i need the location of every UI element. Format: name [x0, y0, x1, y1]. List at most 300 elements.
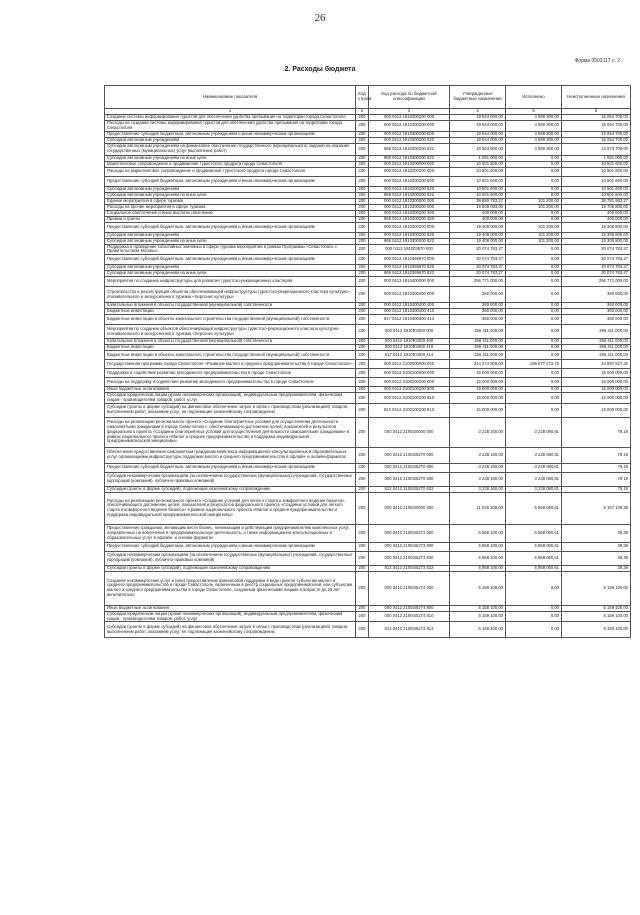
row-executed: 0,00: [506, 315, 562, 325]
row-name: Расходы на маркетинговое сопровождение и продвижение туристского продукта города Севастополя: [105, 167, 356, 176]
row-name: Предоставление субсидий бюджетным, автономным учреждениям и иным некоммерческим организациям: [105, 222, 356, 232]
row-class-code: 000 0412 1910200200 000: [369, 167, 450, 176]
row-name: Иные бюджетные ассигнования: [105, 605, 356, 611]
row-name: Иные бюджетные ассигнования: [105, 387, 356, 393]
row-line-code: 200: [356, 271, 369, 277]
row-name: Государственная программа города Севастополя «Развитие малого и среднего предпринимательства в городе Севастополе»: [105, 360, 356, 369]
row-line-code: 200: [356, 238, 369, 244]
row-unexecuted: 10 501 600,00: [562, 186, 631, 192]
row-executed: 101 200,00: [506, 198, 562, 204]
row-executed: 101 200,00: [506, 238, 562, 244]
row-unexecuted: 15 000 000,00: [562, 369, 631, 378]
row-line-code: 200: [356, 360, 369, 369]
row-unexecuted: 256 411 000,00: [562, 351, 631, 360]
row-executed: 5 868 060,61: [506, 492, 562, 524]
row-approved: 15 000 000,00: [450, 369, 506, 378]
table-row: [105, 551, 631, 565]
row-unexecuted: 360 000,00: [562, 315, 631, 325]
row-line-code: 200: [356, 167, 369, 176]
row-approved: 19 644 000,00: [450, 121, 506, 132]
row-line-code: 200: [356, 571, 369, 605]
table-row: [105, 393, 631, 404]
row-name: Субсидии автономным учреждениям на финансовое обеспечение государственного (муниципального) задания на оказание государственных (муниципальных) услуг (выполнение работ): [105, 143, 356, 155]
table-row: [105, 611, 631, 622]
row-class-code: 868 0412 1910200200 622: [369, 192, 450, 198]
row-class-code: 000 0412 1910R1800 400: [369, 339, 450, 345]
row-unexecuted: 400 000,00: [562, 210, 631, 216]
header-executed: Исполнено: [506, 86, 562, 109]
row-name: Поддержка и проведение событийных значимых в сфере туризма мероприятий в рамках Программы «Севастополь с Правительством Москвы»: [105, 244, 356, 255]
row-approved: 18 563 000,00: [450, 143, 506, 155]
row-name: Субсидии (гранты в форме субсидий), подлежащие казначейскому сопровождению: [105, 486, 356, 492]
row-class-code: 000 0412 2100I45273 000: [369, 524, 450, 542]
row-unexecuted: 400 000,00: [562, 216, 631, 222]
table-row: [105, 360, 631, 369]
table-row: [105, 325, 631, 339]
row-executed: 189 577 272,75: [506, 360, 562, 369]
row-name: Предоставление гражданам, желающим вести бизнес, начинающим и действующим предпринимателям комплексных услуг, направленных на вовлечение в предпринимательскую деятельность, а также информационно-консультационных и образовательных услуг в офлайн- и онлайн-форматах: [105, 524, 356, 542]
row-line-code: 200: [356, 232, 369, 238]
row-class-code: 000 0412 1910300200 000: [369, 121, 450, 132]
row-approved: 3 238 160,00: [450, 486, 506, 492]
table-body: [105, 115, 631, 638]
row-line-code: 200: [356, 325, 369, 339]
row-executed: 0,00: [506, 309, 562, 315]
row-line-code: 200: [356, 369, 369, 378]
row-class-code: 000 0412 2100100200 800: [369, 387, 450, 393]
row-line-code: 200: [356, 143, 369, 155]
row-line-code: 200: [356, 403, 369, 417]
row-unexecuted: 39,39: [562, 542, 631, 551]
header-line-code: Код строки: [356, 86, 369, 109]
row-unexecuted: 10 501 600,00: [562, 167, 631, 176]
table-row: [105, 287, 631, 303]
row-name: Предоставление субсидий бюджетным, автономным учреждениям и иным некоммерческим организациям: [105, 131, 356, 137]
row-unexecuted: 15 000 000,00: [562, 378, 631, 387]
row-approved: 11 025 200,00: [450, 492, 506, 524]
row-approved: 10 501 600,00: [450, 192, 506, 198]
row-unexecuted: 360 000,00: [562, 303, 631, 309]
row-name: Субсидии (гранты в форме субсидий) на финансовое обеспечение затрат в связи с производством (реализацией) товаров, выполнением работ, оказанием услуг, не подлежащие казначейскому сопровождению: [105, 622, 356, 638]
row-executed: 3 238 080,81: [506, 463, 562, 472]
row-unexecuted: 13 973 700,00: [562, 143, 631, 155]
row-name: Социальное обеспечение и иные выплаты населению: [105, 210, 356, 216]
header-unexecuted: Неисполненные назначения: [562, 86, 631, 109]
row-executed: 5 868 060,61: [506, 524, 562, 542]
table-row: [105, 403, 631, 417]
row-class-code: 000 0412 2100100000 000: [369, 369, 450, 378]
row-name: Поддержка и содействие развитию молодежного предпринимательства в городе Севастополе: [105, 369, 356, 378]
row-executed: 0,00: [506, 378, 562, 387]
row-executed: 101 200,00: [506, 232, 562, 238]
row-unexecuted: 15 054 700,00: [562, 121, 631, 132]
row-line-code: 200: [356, 155, 369, 161]
row-approved: 19 408 000,00: [450, 232, 506, 238]
column-number: 1: [105, 109, 356, 115]
row-executed: 0,00: [506, 176, 562, 186]
row-line-code: 200: [356, 351, 369, 360]
row-unexecuted: 79,19: [562, 472, 631, 486]
row-unexecuted: 5 159 100,00: [562, 605, 631, 611]
expenditure-table: [104, 85, 631, 638]
row-name: Мероприятия по созданию инфраструктуры для развития туристско-рекреационных кластеров: [105, 277, 356, 287]
row-class-code: 000 0412 1910200200 620: [369, 186, 450, 192]
row-name: Субсидии (гранты в форме субсидий) на финансовое обеспечение затрат в связи с производством (реализацией) товаров, выполнением работ, оказанием услуг, не подлежащие казначейскому сопровождению: [105, 403, 356, 417]
row-class-code: 000 0412 1910300200 620: [369, 232, 450, 238]
table-row: [105, 492, 631, 524]
row-class-code: 868 0412 1910300200 350: [369, 216, 450, 222]
row-name: Субсидии автономным учреждениям: [105, 186, 356, 192]
row-approved: 3 238 160,00: [450, 417, 506, 447]
row-approved: 19 644 000,00: [450, 137, 506, 143]
row-name: Субсидии автономным учреждениям: [105, 137, 356, 143]
row-unexecuted: 15 054 700,00: [562, 131, 631, 137]
row-executed: 0,00: [506, 255, 562, 265]
row-class-code: 000 0412 1910300200 300: [369, 210, 450, 216]
row-class-code: 000 0412 1910400400 410: [369, 309, 450, 315]
row-unexecuted: 79,19: [562, 463, 631, 472]
row-approved: 5 868 100,00: [450, 524, 506, 542]
row-class-code: 868 0412 1910369670 622: [369, 271, 450, 277]
row-executed: 0,00: [506, 345, 562, 351]
row-name: Единые мероприятия в сфере туризма: [105, 198, 356, 204]
row-approved: 256 411 000,00: [450, 339, 506, 345]
row-line-code: 200: [356, 565, 369, 571]
row-unexecuted: 20 074 783,27: [562, 271, 631, 277]
row-name: Бюджетные инвестиции в объекты капитального строительства государственной (муниципальной) собственности: [105, 315, 356, 325]
column-number: 5: [506, 109, 562, 115]
row-line-code: 200: [356, 287, 369, 303]
row-unexecuted: 39,39: [562, 565, 631, 571]
row-line-code: 200: [356, 222, 369, 232]
row-approved: 360 000,00: [450, 309, 506, 315]
column-number: 6: [562, 109, 631, 115]
row-approved: 5 159 100,00: [450, 605, 506, 611]
row-line-code: 200: [356, 551, 369, 565]
row-unexecuted: 5 157 139,39: [562, 492, 631, 524]
row-approved: 20 074 783,27: [450, 255, 506, 265]
row-line-code: 200: [356, 204, 369, 210]
row-name: Расходы на поддержку и содействие развитию молодежного предпринимательства в городе Севастополе: [105, 378, 356, 387]
column-number: 2: [356, 109, 369, 115]
table-row: [105, 143, 631, 155]
row-unexecuted: 79,19: [562, 447, 631, 463]
row-line-code: 200: [356, 255, 369, 265]
row-class-code: 000 0412 1910369670 600: [369, 255, 450, 265]
row-class-code: 000 0412 1910R1800 410: [369, 345, 450, 351]
row-approved: 400 000,00: [450, 210, 506, 216]
row-unexecuted: 360 000,00: [562, 309, 631, 315]
row-executed: 0,00: [506, 387, 562, 393]
row-approved: 15 000 000,00: [450, 393, 506, 404]
row-unexecuted: 10 501 600,00: [562, 161, 631, 167]
row-approved: 15 000 000,00: [450, 378, 506, 387]
row-line-code: 200: [356, 315, 369, 325]
row-approved: 5 159 100,00: [450, 611, 506, 622]
row-approved: 3 238 160,00: [450, 447, 506, 463]
row-unexecuted: 19 306 800,00: [562, 232, 631, 238]
row-line-code: 200: [356, 387, 369, 393]
row-unexecuted: 15 054 700,00: [562, 115, 631, 121]
row-name: Бюджетные инвестиции: [105, 309, 356, 315]
row-executed: 0,00: [506, 393, 562, 404]
row-class-code: 000 0412 1910300200 000: [369, 115, 450, 121]
row-line-code: 200: [356, 176, 369, 186]
row-name: Субсидии автономным учреждениям: [105, 232, 356, 238]
row-line-code: 200: [356, 198, 369, 204]
form-code: Форма 0503117 с. 2: [574, 58, 620, 64]
row-class-code: 000 0412 2100I40000 000: [369, 492, 450, 524]
table-row: [105, 315, 631, 325]
row-unexecuted: 44 897 527,25: [562, 360, 631, 369]
row-approved: 10 501 600,00: [450, 176, 506, 186]
row-approved: 256 411 000,00: [450, 351, 506, 360]
row-approved: 360 000,00: [450, 303, 506, 309]
row-line-code: 200: [356, 339, 369, 345]
row-line-code: 200: [356, 378, 369, 387]
row-executed: 0,00: [506, 265, 562, 271]
row-unexecuted: 20 074 783,27: [562, 244, 631, 255]
row-class-code: 000 0412 1910400000 000: [369, 277, 450, 287]
row-class-code: 812 0412 2100100200 813: [369, 403, 450, 417]
row-class-code: 000 0412 2100100200 810: [369, 393, 450, 404]
row-executed: 0,00: [506, 244, 562, 255]
table-row: [105, 542, 631, 551]
row-line-code: 200: [356, 161, 369, 167]
row-class-code: 000 0412 1910369670 620: [369, 265, 450, 271]
row-class-code: 812 0412 2100I45274 813: [369, 622, 450, 638]
row-executed: 0,00: [506, 325, 562, 339]
row-class-code: 000 0412 2100100200 000: [369, 378, 450, 387]
table-header-row: [105, 86, 631, 109]
row-unexecuted: 19 706 800,00: [562, 204, 631, 210]
row-line-code: 200: [356, 115, 369, 121]
row-executed: 4 589 300,00: [506, 143, 562, 155]
row-approved: 15 000 000,00: [450, 403, 506, 417]
row-unexecuted: 19 306 800,00: [562, 238, 631, 244]
row-class-code: 000 0412 191003670 000: [369, 244, 450, 255]
row-line-code: 200: [356, 472, 369, 486]
row-line-code: 200: [356, 463, 369, 472]
row-name: Создание некоммерческих услуг и (или) предоставление финансовой поддержки в виде грантов субъектам малого и среднего предпринимательства в городе Севастополе, включенным в реестр социальных предпринимателей, или субъектам малого и среднего предпринимательства в городе Севастополе, созданным физическими лицами в возрасте до 25 лет включительно: [105, 571, 356, 605]
row-name: Субсидии автономным учреждениям на иные цели: [105, 192, 356, 198]
row-line-code: 200: [356, 216, 369, 222]
row-name: Премии и гранты: [105, 216, 356, 222]
row-executed: 0,00: [506, 403, 562, 417]
row-executed: 0,00: [506, 339, 562, 345]
row-line-code: 200: [356, 210, 369, 216]
row-name: Расходы на создание системы информирования туристов для обеспечения удобства пребывания на территории города Севастополя: [105, 121, 356, 132]
row-line-code: 200: [356, 417, 369, 447]
table-row: [105, 244, 631, 255]
row-name: Строительство и реконструкция объектов обеспечивающей инфраструктуры туристско-рекреационного кластера культурно-познавательного и экскурсионного туризма «Херсонес культуры»: [105, 287, 356, 303]
row-name: Предоставление субсидий бюджетным, автономным учреждениям и иным некоммерческим организациям: [105, 463, 356, 472]
row-line-code: 200: [356, 393, 369, 404]
row-executed: 101 200,00: [506, 222, 562, 232]
row-executed: 0,00: [506, 303, 562, 309]
row-executed: 0,00: [506, 155, 562, 161]
row-name: Предоставление субсидий бюджетным, автономным учреждениям и иным некоммерческим организациям: [105, 176, 356, 186]
row-unexecuted: 15 000 000,00: [562, 393, 631, 404]
row-name: Субсидии некоммерческим организациям (за исключением государственных (муниципальных) учреждений, государственных корпораций (компаний), публично-правовых компаний): [105, 472, 356, 486]
row-name: Предоставление субсидий бюджетным, автономным учреждениям и иным некоммерческим организациям: [105, 255, 356, 265]
row-approved: 256 411 000,00: [450, 325, 506, 339]
row-class-code: 000 0412 2100I45273 600: [369, 542, 450, 551]
row-class-code: 812 0412 2100I45273 632: [369, 565, 450, 571]
row-line-code: 200: [356, 121, 369, 132]
row-unexecuted: 1 081 000,00: [562, 155, 631, 161]
table-row: [105, 369, 631, 378]
row-approved: 5 159 100,00: [450, 622, 506, 638]
row-name: Создание системы информирования туристов для обеспечения удобства пребывания на территории города Севастополя: [105, 115, 356, 121]
row-class-code: 000 0412 1910300200 600: [369, 131, 450, 137]
row-unexecuted: 256 411 000,00: [562, 339, 631, 345]
row-executed: 4 589 300,00: [506, 121, 562, 132]
row-name: Бюджетные инвестиции в объекты капитального строительства государственной (муниципальной) собственности: [105, 351, 356, 360]
row-unexecuted: 256 411 000,00: [562, 325, 631, 339]
row-line-code: 200: [356, 137, 369, 143]
row-unexecuted: 15 054 700,00: [562, 137, 631, 143]
row-executed: 0,00: [506, 605, 562, 611]
row-name: Расходы на реализацию регионального проекта «Создание условий для легкого старта и комфортного ведения бизнеса», обеспечивающего достижение целей, показателей и результатов федерального проекта «Создание условий для легкого старта и комфортного ведения бизнеса» в рамках национального проекта «Малое и среднее предпринимательство и поддержка индивидуальной предпринимательской инициативы»: [105, 492, 356, 524]
table-row: [105, 622, 631, 638]
row-executed: 0,00: [506, 161, 562, 167]
table-row: [105, 222, 631, 232]
row-approved: 10 501 600,00: [450, 167, 506, 176]
row-approved: 360 000,00: [450, 287, 506, 303]
row-approved: 360 000,00: [450, 315, 506, 325]
header-approved: Утвержденные бюджетные назначения: [450, 86, 506, 109]
row-approved: 400 000,00: [450, 216, 506, 222]
row-class-code: 868 0412 1910300200 621: [369, 143, 450, 155]
row-unexecuted: 38 781 583,27: [562, 198, 631, 204]
row-executed: 0,00: [506, 287, 562, 303]
row-name: Субсидии автономным учреждениям: [105, 265, 356, 271]
table-row: [105, 351, 631, 360]
row-line-code: 200: [356, 244, 369, 255]
row-line-code: 200: [356, 611, 369, 622]
row-unexecuted: 5 159 100,00: [562, 571, 631, 605]
row-executed: 0,00: [506, 192, 562, 198]
page-number: 26: [314, 12, 326, 24]
row-class-code: 868 0412 1910300200 622: [369, 155, 450, 161]
row-executed: 4 589 300,00: [506, 131, 562, 137]
table-row: [105, 524, 631, 542]
row-class-code: 000 0412 1910300200 620: [369, 137, 450, 143]
row-class-code: 000 0412 2100I45274 800: [369, 605, 450, 611]
table-row: [105, 167, 631, 176]
row-name: Субсидии некоммерческим организациям (за исключением государственных (муниципальных) учреждений, государственных корпораций (компаний), публично-правовых компаний): [105, 551, 356, 565]
row-unexecuted: 5 159 100,00: [562, 611, 631, 622]
row-unexecuted: 360 000,00: [562, 287, 631, 303]
row-executed: 0,00: [506, 271, 562, 277]
row-executed: 0,00: [506, 210, 562, 216]
row-name: Мероприятия по созданию объектов обеспечивающей инфраструктуры туристско-рекреационного кластера культурно-познавательного и экскурсионного туризма «Херсонес культуры»: [105, 325, 356, 339]
row-executed: 0,00: [506, 571, 562, 605]
row-class-code: 000 0412 1910R1800 000: [369, 325, 450, 339]
row-unexecuted: 15 000 000,00: [562, 403, 631, 417]
row-approved: 19 809 083,00: [450, 204, 506, 210]
row-approved: 20 074 783,27: [450, 271, 506, 277]
row-unexecuted: 79,19: [562, 417, 631, 447]
row-approved: 1 081 000,00: [450, 155, 506, 161]
row-approved: 5 868 100,00: [450, 551, 506, 565]
row-name: Субсидии (гранты в форме субсидий), подлежащие казначейскому сопровождению: [105, 565, 356, 571]
row-line-code: 200: [356, 277, 369, 287]
row-name: Субсидии автономным учреждениям на иные цели: [105, 238, 356, 244]
row-name: Расходы на прочие мероприятия в сфере туризма: [105, 204, 356, 210]
row-unexecuted: 19 306 800,00: [562, 222, 631, 232]
row-line-code: 200: [356, 524, 369, 542]
row-class-code: 000 0412 2100I20000 000: [369, 417, 450, 447]
row-executed: 0,00: [506, 277, 562, 287]
table-row: [105, 176, 631, 186]
row-name: Бюджетные инвестиции: [105, 345, 356, 351]
row-executed: 3 238 080,81: [506, 472, 562, 486]
row-approved: 38 880 783,27: [450, 198, 506, 204]
row-executed: 5 868 060,61: [506, 565, 562, 571]
row-name: Капитальные вложения в объекты государственной (муниципальной) собственности: [105, 339, 356, 345]
header-name: Наименование показателя: [105, 86, 356, 109]
row-line-code: 200: [356, 192, 369, 198]
table-row: [105, 417, 631, 447]
row-approved: 314 474 800,00: [450, 360, 506, 369]
row-executed: 5 868 060,61: [506, 542, 562, 551]
row-approved: 19 644 000,00: [450, 131, 506, 137]
row-line-code: 200: [356, 492, 369, 524]
row-unexecuted: 10 501 600,00: [562, 192, 631, 198]
row-approved: 19 408 000,00: [450, 238, 506, 244]
table-row: [105, 463, 631, 472]
row-class-code: 817 0412 1910R1800 414: [369, 351, 450, 360]
row-executed: 0,00: [506, 186, 562, 192]
row-unexecuted: 5 159 100,00: [562, 622, 631, 638]
row-class-code: 000 0412 2100I25270 000: [369, 447, 450, 463]
table-row: [105, 447, 631, 463]
row-unexecuted: 10 501 600,00: [562, 176, 631, 186]
row-class-code: 000 0412 2100I45274 000: [369, 571, 450, 605]
section-title: 2. Расходы бюджета: [284, 66, 356, 73]
row-class-code: 000 0412 2100I45273 630: [369, 551, 450, 565]
table-row: [105, 255, 631, 265]
column-number: 3: [369, 109, 450, 115]
row-unexecuted: 256 771 000,00: [562, 277, 631, 287]
row-approved: 256 771 000,00: [450, 277, 506, 287]
row-line-code: 200: [356, 542, 369, 551]
row-executed: 3 238 080,81: [506, 447, 562, 463]
row-approved: 20 074 783,27: [450, 265, 506, 271]
row-executed: 0,00: [506, 611, 562, 622]
row-approved: 20 074 783,27: [450, 244, 506, 255]
row-line-code: 200: [356, 605, 369, 611]
row-unexecuted: 79,19: [562, 486, 631, 492]
row-unexecuted: 20 074 783,27: [562, 255, 631, 265]
row-executed: 0,00: [506, 351, 562, 360]
row-class-code: 868 0412 1910300200 622: [369, 238, 450, 244]
row-approved: 15 000 000,00: [450, 387, 506, 393]
row-approved: 5 868 100,00: [450, 542, 506, 551]
row-approved: 256 411 000,00: [450, 345, 506, 351]
row-executed: 4 589 300,00: [506, 115, 562, 121]
table-row: [105, 571, 631, 605]
row-class-code: 000 0412 2100I25270 600: [369, 463, 450, 472]
row-executed: 101 200,00: [506, 204, 562, 210]
row-class-code: 000 0412 1910200200 600: [369, 176, 450, 186]
row-class-code: 000 0412 2100I45274 810: [369, 611, 450, 622]
row-class-code: 000 0412 1910400400 400: [369, 303, 450, 309]
row-class-code: 000 0412 1910300000 000: [369, 198, 450, 204]
table-row: [105, 277, 631, 287]
